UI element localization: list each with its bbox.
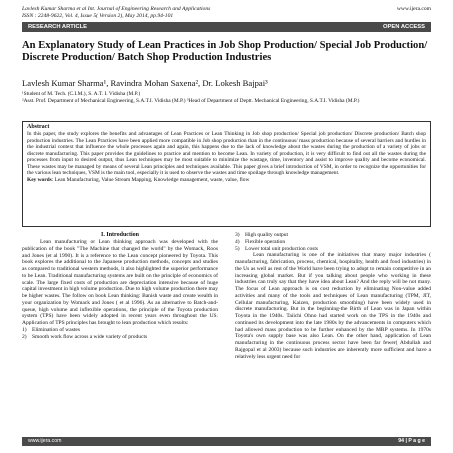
- citation-line-2: ISSN : 2248-9622, Vol. 4, Issue 5( Version 2), May 2014, pp.94-101: [22, 13, 174, 19]
- journal-url[interactable]: www.ijera.com: [396, 6, 431, 12]
- citation-line-1: Lavlesh Kumar Sharma et al Int. Journal of Engineering Research and Applications: [22, 6, 211, 12]
- author-list: Lavlesh Kumar Sharma¹, Ravindra Mohan Saxena², Dr. Lokesh Bajpai³: [22, 78, 268, 88]
- body-paragraph: Lean manufacturing is one of the initiatives that many major industries ( manufacturing, fabrication, process, chemical, hospitality, health and food industries) in the Us as well as rest of the World have been trying to adopt to remain competitive in an increasing global market. But if you talking about people who working in these industries can truly say that they have idea about Lean? And the reply will be not many. The focus of Lean approach is on cost reduction by eliminating Non-value added activities and many of the tools and techniques of Lean manufacturing (TPM, JIT, Cellular manufacturing, Kaizen, production smoothing) have been widely used in discrete manufacturing. But in the beginning-the Birth of Lean was in Japan within Toyota in the 1940s. Taiichi Ohno had started work on the TPS in the 1940s and continued its development into the late 1980s by the advancements in computers which had allowed mass production to be further enhanced by the MRP systems. In 1970s Toyota's own supply base was also Lean. On the other hand, application of Lean manufacturing in the continuous process sector have been far fewer( Abdullah and Rajgopal et al 2003) because such industries are inherently more sufficient and have a relatively less urgent need for: [235, 252, 431, 360]
- article-type-label: RESEARCH ARTICLE: [28, 24, 88, 30]
- affiliations: [22, 91, 431, 105]
- article-type-banner: [22, 22, 431, 32]
- footer-url[interactable]: www.ijera.com: [28, 438, 62, 444]
- abstract-heading: Abstract: [27, 124, 50, 130]
- affiliation-1: ¹Student of M. Tech. (C.I.M.), S. A.T. I. Vidisha (M.P.): [22, 91, 141, 97]
- list-text: Elimination of wastes: [32, 326, 80, 333]
- keywords-line: [27, 177, 426, 184]
- page-number: 94 | P a g e: [398, 438, 425, 444]
- list-text: High quality output: [245, 232, 289, 238]
- section-heading-introduction: I. Introduction: [101, 232, 139, 238]
- right-column: [235, 232, 431, 360]
- paper-title: An Explanatory Study of Lean Practices in Job Shop Production/ Special Job Production/ Discrete Production/ Batch Shop Production Industries: [22, 40, 428, 64]
- list-item: [235, 239, 431, 246]
- abstract-box: [22, 121, 431, 227]
- list-text: Lower total unit production costs: [245, 245, 319, 252]
- list-number: 1): [22, 326, 27, 333]
- running-header: [22, 6, 431, 20]
- keywords-label: Key words: [27, 176, 52, 183]
- list-item: [22, 334, 218, 341]
- list-number: 5): [235, 245, 240, 252]
- list-item: [235, 232, 431, 239]
- list-number: 3): [235, 232, 240, 238]
- abstract-body: In this paper, the study explores the benefits and advantages of Lean Practices or Lean Thinking in Job shop production/ Special job production/ Discrete production/ Batch shop production industries. The Lean Practices have been applied more compatible in Job shop production than in the continuous/ mass production because of several barriers and hurdles in the industrial context that influence the whole processes again and again, this happens due to the lack of knowledge about the wastes during the production of a variety of jobs or discrete manufacturing. This paper provides the guidelines to practice and mention to become Lean. In variety of production, it is very difficult to find out all the wastes during the processes from input to desired output, thus Lean techniques may be most suitable to minimize the wastage, time, inventory and assist to improve quality and become economical. These wastes may be managed by means of several Lean principles and techniques available. This paper gives a brief introduction of VSM, in order to recognize the opportunities for the various lean techniques, VSM is the main tool, especially it is used to observe the wastes and time spoilage through knowledge management.: [27, 131, 426, 177]
- keywords-text: : Lean Manufacturing, Value Stream Mapping, Knowledge management, waste, value, flow: [51, 176, 250, 183]
- intro-paragraph: Lean manufacturing or Lean thinking approach was developed with the publication of the book "The Machine that changed the world" by the Womack, Roos and Jones (et al 1990). It is a reference to the Lean concept pioneered by Toyota. This book explores the additional to the Japanese production methods, concepts and studies as compared to traditional western methods, it also highlighted the superior performance to be Lean. Traditional manufacturing systems are built on the principle of economics of scale. The large fixed costs of production are depreciation intensive because of huge capital investment in high volume production. Due to high volume production there may be higher wastes. The follow on book Lean thinking: Banish waste and create wealth in your organization by Womack and Jones ( et al 1996). As an alternative to Batch-and-queue, high volume and inflexible operations, the principle of the Toyota production system (TPS) have been widely adopted in recent years even throughout the US. Application of TPS principles has brought to lean production which results:: [22, 239, 218, 326]
- affiliation-2: ²Asst. Prof. Department of Mechanical Engineering, S.A.T.I. Vidisha (M.P.) ³Head of Department of Deptt. Mechanical Engineering, S.A.T.I. Vidisha (M.P.): [22, 98, 360, 104]
- list-item: [22, 327, 218, 334]
- page-footer: [22, 437, 431, 446]
- list-number: 4): [235, 238, 240, 245]
- left-column: [22, 232, 218, 340]
- open-access-label: OPEN ACCESS: [383, 24, 425, 30]
- list-number: 2): [22, 333, 27, 340]
- list-text: Flexible operation: [245, 238, 286, 245]
- list-text: Smooth work flow across a wide variety of products: [32, 333, 148, 340]
